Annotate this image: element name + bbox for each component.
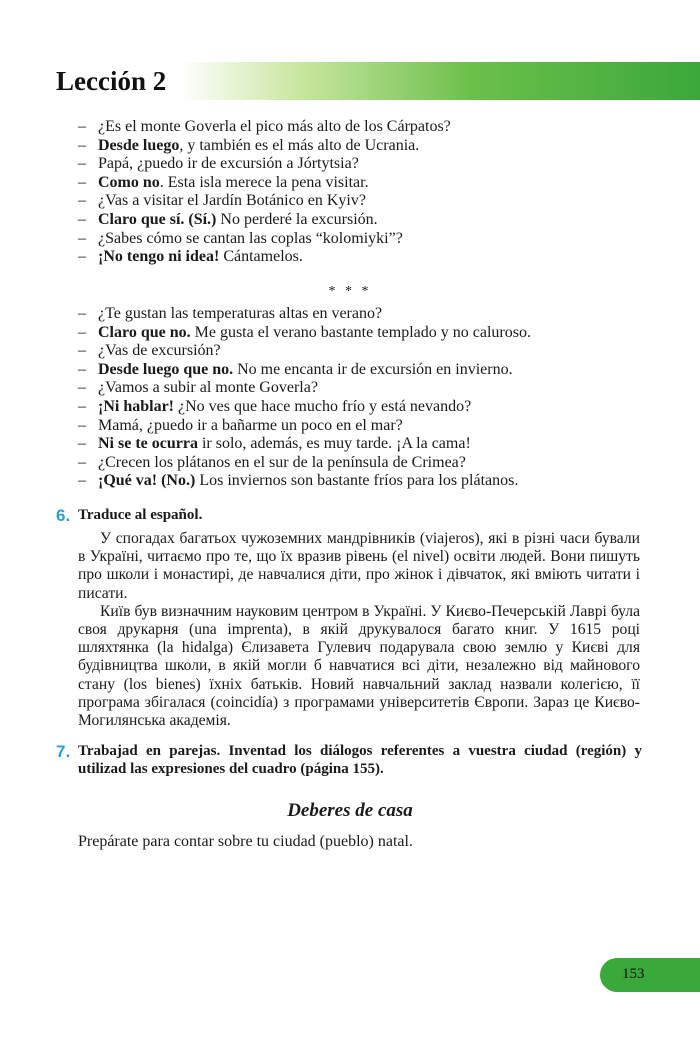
dialog-block-1 <box>78 118 638 267</box>
dialog-line <box>78 417 638 436</box>
homework-title: Deberes de casa <box>287 800 413 821</box>
paragraph: Київ був визначним науковим центром в Україні. У Києво-Печерській Лаврі була своя друкарня (una imprenta), в якій друкувалося багато книг. У 1615 році шляхтянка (la hidalga) Єлизавета Гулевич подарувала свою землю у Києві для будівництва школи, в якій могли б навчатися всі діти, незалежно від майнового стану (los bienes) їхніх батьків. Новий навчальний заклад назвали колегією, її програма збігалася (coincidía) з програмами університетів Європи. Зараз це Києво-Могилянська академія. <box>78 602 640 730</box>
dash-marker: – <box>78 323 86 341</box>
dash-marker: – <box>78 360 86 378</box>
dialog-line <box>78 211 638 230</box>
expression-bold: Desde luego <box>98 136 180 154</box>
dialog-line <box>78 248 638 267</box>
dialog-line <box>78 454 638 473</box>
dash-marker: – <box>78 472 86 490</box>
dash-marker: – <box>78 155 86 173</box>
task-7 <box>56 742 642 778</box>
dash-marker: – <box>78 435 86 453</box>
task-heading: Traduce al español. <box>78 507 203 523</box>
dialog-text: , y también es el más alto de Ucrania. <box>179 136 420 154</box>
dash-marker: – <box>78 210 86 228</box>
dialog-text: ¿Vas a visitar el Jardín Botánico en Kyiv? <box>98 192 366 210</box>
homework-text: Prepárate para contar sobre tu ciudad (pueblo) natal. <box>78 833 413 850</box>
expression-bold: ¡Ni hablar! <box>98 397 174 415</box>
task-6-text <box>78 530 640 730</box>
dialog-line <box>78 137 638 156</box>
dialog-text: ¿Vamos a subir al monte Goverla? <box>98 379 318 397</box>
dash-marker: – <box>78 248 86 266</box>
dialog-text: Papá, ¿puedo ir de excursión a Jórtytsia? <box>98 155 359 173</box>
dialog-text: Me gusta el verano bastante templado y no caluroso. <box>190 323 531 341</box>
dialog-text: ¿Sabes cómo se cantan las coplas “kolomiyki”? <box>98 229 403 247</box>
expression-bold: Claro que sí. (Sí.) <box>98 210 217 228</box>
task-number: 6. <box>56 506 71 525</box>
dash-marker: – <box>78 379 86 397</box>
dialog-text: ¿Crecen los plátanos en el sur de la península de Crimea? <box>98 453 466 471</box>
dialog-line <box>78 342 638 361</box>
dash-marker: – <box>78 397 86 415</box>
dialog-text: . Esta isla merece la pena visitar. <box>159 173 369 191</box>
dialog-line <box>78 230 638 249</box>
dash-marker: – <box>78 229 86 247</box>
dialog-text: Los inviernos son bastante fríos para los plátanos. <box>195 472 519 490</box>
expression-bold: ¡Qué va! (No.) <box>98 472 196 490</box>
dialog-text: ¿Es el monte Goverla el pico más alto de los Cárpatos? <box>98 118 451 135</box>
task-number: 7. <box>56 742 71 761</box>
expression-bold: Desde luego que no. <box>98 360 234 378</box>
dialog-line <box>78 174 638 193</box>
dialog-line <box>78 305 638 324</box>
dialog-line <box>78 192 638 211</box>
expression-bold: Como no <box>98 173 160 191</box>
page-number: 153 <box>622 966 645 982</box>
dialog-line <box>78 379 638 398</box>
page-number-tab <box>600 958 700 992</box>
dialog-text: No me encanta ir de excursión en invierno. <box>233 360 513 378</box>
dialog-block-2 <box>78 305 638 491</box>
dash-marker: – <box>78 416 86 434</box>
dialog-text: Mamá, ¿puedo ir a bañarme un poco en el mar? <box>98 416 403 434</box>
dash-marker: – <box>78 173 86 191</box>
expression-bold: Ni se te ocurra <box>98 435 198 453</box>
dialog-text: ¿Vas de excursión? <box>98 342 221 360</box>
lesson-title: Lección 2 <box>56 66 167 96</box>
dialog-text: No perderé la excursión. <box>216 210 378 228</box>
separator: * * * <box>328 284 372 299</box>
dialog-line <box>78 398 638 417</box>
paragraph: У спогадах багатьох чужоземних мандрівників (viajeros), які в різні часи бували в Україні, читаємо про те, що їх вразив рівень (el nivel) освіти людей. Вони пишуть про школи і монастирі, де навчалися діти, про жінок і дівчаток, які вміють читати і писати. <box>78 530 640 602</box>
dialog-text: ¿Te gustan las temperaturas altas en verano? <box>98 305 383 322</box>
expression-bold: Claro que no. <box>98 323 191 341</box>
task-6 <box>56 506 642 524</box>
expression-bold: ¡No tengo ni idea! <box>98 248 220 266</box>
dialog-line <box>78 435 638 454</box>
task-heading: Trabajad en parejas. Inventad los diálogos referentes a vuestra ciudad (región) y utilizad las expresiones del cuadro (página 155). <box>78 743 642 777</box>
dialog-text: ¿No ves que hace mucho frío y está nevando? <box>174 397 472 415</box>
dash-marker: – <box>78 453 86 471</box>
dialog-line <box>78 155 638 174</box>
dialog-text: ir solo, además, es muy tarde. ¡A la cama! <box>197 435 471 453</box>
dash-marker: – <box>78 136 86 154</box>
dialog-line <box>78 118 638 137</box>
dialog-line <box>78 324 638 343</box>
dash-marker: – <box>78 192 86 210</box>
dialog-text: Cántamelos. <box>219 248 303 266</box>
dash-marker: – <box>78 305 86 322</box>
dialog-line <box>78 361 638 380</box>
dash-marker: – <box>78 118 86 135</box>
lesson-header-bar <box>0 62 700 100</box>
dialog-line <box>78 472 638 491</box>
dash-marker: – <box>78 342 86 360</box>
